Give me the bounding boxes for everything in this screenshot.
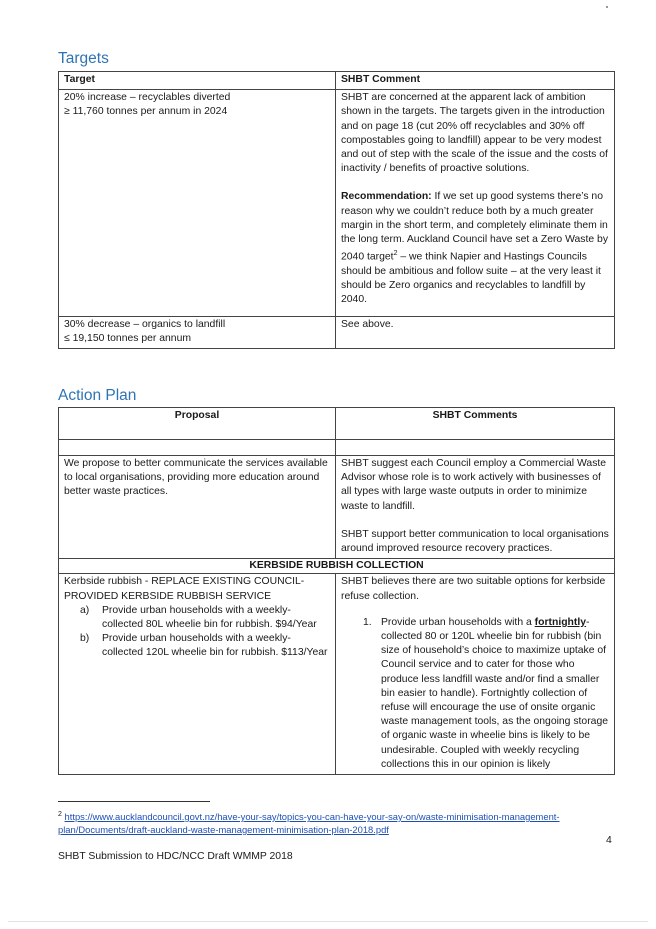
comment-column-header: SHBT Comment xyxy=(336,72,615,90)
table-row xyxy=(59,90,615,316)
list-marker: b) xyxy=(80,633,90,645)
emphasis-text: fortnightly xyxy=(534,616,587,628)
target-text: ≤ 19,150 tonnes per annum xyxy=(64,332,192,344)
recommendation-text xyxy=(341,190,609,307)
action-header-row xyxy=(59,408,615,440)
target-cell xyxy=(59,316,336,348)
list-text: -collected 80 or 120L wheelie bin for rubbish (bin size of household’s choice to maximize uptake of Council service and to cater for those who produce less landfill waste and/or find a smaller bin easier to handle). Fortnightly collection of refuse will encourage the use of onsite organic waste management tools, as the ongoing storage of organic waste in wheelie bins is likely to be undesirable. Coupled with weekly recycling collections this in our opinion is likely xyxy=(381,616,609,770)
table-row xyxy=(59,316,615,348)
list-marker: 1. xyxy=(363,616,372,628)
table-row xyxy=(59,456,615,559)
target-text: 20% increase – recyclables diverted xyxy=(64,92,231,104)
targets-heading: Targets xyxy=(58,50,109,67)
scan-mark xyxy=(606,6,608,8)
comment-cell xyxy=(336,574,615,775)
comment-cell: See above. xyxy=(336,316,615,348)
target-text: ≥ 11,760 tonnes per annum in 2024 xyxy=(64,106,228,118)
empty-cell xyxy=(336,440,615,456)
comment-text: SHBT suggest each Council employ a Commercial Waste Advisor whose role is to work actively with businesses of all types with large waste outputs in order to minimize waste to landfill. xyxy=(341,458,607,512)
target-text: 30% decrease – organics to landfill xyxy=(64,318,226,330)
section-row xyxy=(59,559,615,574)
section-title: KERBSIDE RUBBISH COLLECTION xyxy=(59,559,615,574)
list-text: Provide urban households with a weekly-collected 80L wheelie bin for rubbish. $94/Year xyxy=(102,604,317,631)
action-plan-table xyxy=(58,407,615,775)
comment-cell xyxy=(336,456,615,559)
recommendation-body: If we set up good systems there’s no reason why we couldn’t reduce both by a much greater margin in the short term, and completely eliminate them in the long term. Auckland Council have set a Zero Waste by 2040 target xyxy=(341,191,609,263)
recommendation-label: Recommendation: xyxy=(341,191,432,203)
page-footer: SHBT Submission to HDC/NCC Draft WMMP 2018 xyxy=(58,851,293,862)
proposal-text: Kerbside rubbish - REPLACE EXISTING COUNCIL-PROVIDED KERBSIDE RUBBISH SERVICE xyxy=(64,576,305,602)
list-marker: a) xyxy=(80,604,90,616)
targets-header-row xyxy=(59,72,615,90)
targets-table xyxy=(58,71,615,349)
proposal-cell: We propose to better communicate the services available to local organisations, providing more education around better waste practices. xyxy=(59,456,336,559)
list-text: Provide urban households with a xyxy=(381,616,535,628)
list-item xyxy=(80,632,330,660)
numbered-list xyxy=(341,616,609,772)
options-list xyxy=(64,604,330,661)
target-cell xyxy=(59,90,336,316)
recommendation-body: – we think Napier and Hastings Councils should be ambitious and follow suite – at the very least it should be Zero organics and recyclables to landfill by 2040. xyxy=(341,251,601,306)
list-item xyxy=(363,616,609,772)
comment-cell xyxy=(336,90,615,316)
comments-column-header: SHBT Comments xyxy=(336,408,615,440)
proposal-cell xyxy=(59,574,336,775)
empty-row xyxy=(59,440,615,456)
comment-text: SHBT are concerned at the apparent lack of ambition shown in the targets. The targets given in the introduction and on page 18 (cut 20% off recyclables and 30% off compostables going to landfill) appear to be very modest and out of step with the scale of the issue and the costs of inactivity / benefits of proactive solutions. xyxy=(341,92,608,175)
action-plan-heading: Action Plan xyxy=(58,387,137,404)
list-text: Provide urban households with a weekly-collected 120L wheelie bin for rubbish. $113/Year xyxy=(102,633,328,659)
page-number: 4 xyxy=(606,835,612,846)
footnote-link[interactable]: https://www.aucklandcouncil.govt.nz/have-your-say/topics-you-can-have-your-say-on/waste-minimisation-management-plan/Documents/draft-auckland-waste-management-minimisation-plan-2018.pdf xyxy=(58,811,560,836)
footnote-ref[interactable]: 2 xyxy=(393,250,398,258)
comment-text: SHBT support better communication to local organisations around improved resource recovery practices. xyxy=(341,528,609,555)
empty-cell xyxy=(59,440,336,456)
footnote-number: 2 xyxy=(58,811,62,818)
comment-text: SHBT believes there are two suitable options for kerbside refuse collection. xyxy=(341,576,606,602)
footnote xyxy=(58,808,618,836)
footnote-divider xyxy=(58,801,210,802)
list-item xyxy=(80,604,330,632)
proposal-column-header: Proposal xyxy=(59,408,336,440)
table-row xyxy=(59,574,615,775)
page-edge xyxy=(8,921,648,922)
target-column-header: Target xyxy=(59,72,336,90)
